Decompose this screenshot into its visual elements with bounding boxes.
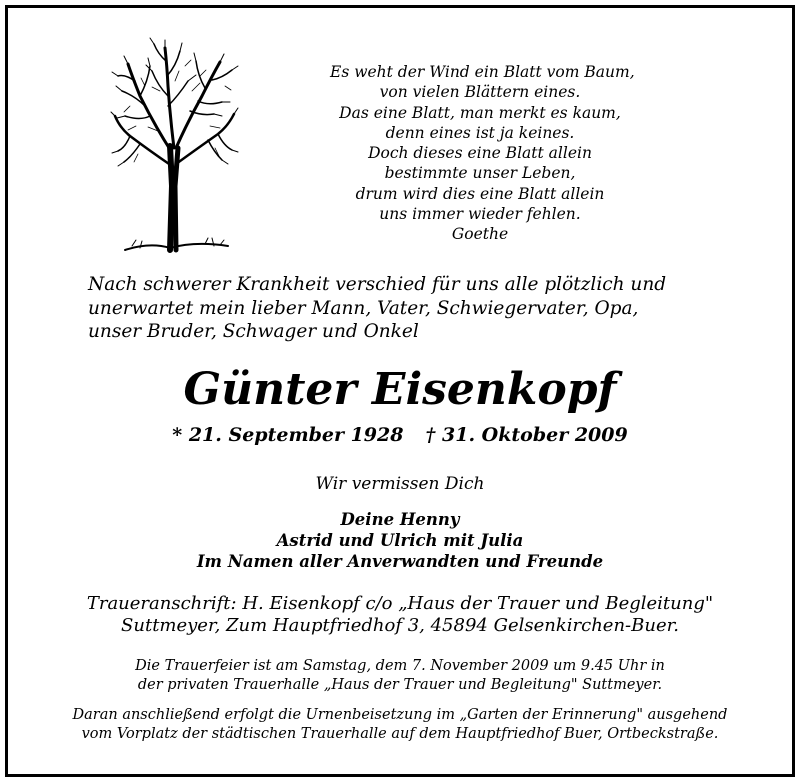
address-line: Suttmeyer, Zum Hauptfriedhof 3, 45894 Gelsenkirchen-Buer. [121,615,679,636]
burial-line: Daran anschließend erfolgt die Urnenbeisetzung im „Garten der Erinnerung" ausgehend [72,707,728,723]
mourner-line: Astrid und Ulrich mit Julia [276,531,524,550]
birth-date: * 21. September 1928 [172,424,404,446]
poem-line: Das eine Blatt, man merkt es kaum, [339,103,621,122]
poem-line: uns immer wieder fehlen. [379,205,581,224]
life-dates [0,424,800,446]
poem-line: bestimmte unser Leben, [384,164,576,183]
poem [330,62,635,245]
mourners [0,509,800,572]
burial-line: vom Vorplatz der städtischen Trauerhalle auf dem Hauptfriedhof Buer, Ortbeckstraße. [81,726,719,742]
poem-author: Goethe [451,225,509,244]
burial-info [0,706,800,744]
intro-text [88,273,688,344]
ceremony-line: der privaten Trauerhalle „Haus der Trauer und Begleitung" Suttmeyer. [137,677,663,693]
poem-line: von vielen Blättern eines. [379,83,581,102]
intro-line: Nach schwerer Krankheit verschied für uns alle plötzlich und [88,274,667,295]
poem-line: Doch dieses eine Blatt allein [368,144,592,163]
poem-line: Es weht der Wind ein Blatt vom Baum, [330,63,635,81]
ceremony-info [0,657,800,695]
intro-line: unerwartet mein lieber Mann, Vater, Schwiegervater, Opa, [88,297,639,319]
intro-line: unser Bruder, Schwager und Onkel [88,321,419,342]
ceremony-line: Die Trauerfeier ist am Samstag, dem 7. November 2009 um 9.45 Uhr in [135,658,665,674]
bare-tree-icon [110,36,240,256]
death-date: † 31. Oktober 2009 [425,424,628,446]
miss-text: Wir vermissen Dich [315,474,485,494]
address-line: Traueranschrift: H. Eisenkopf c/o „Haus der Trauer und Begleitung" [86,593,714,614]
mourner-line: Deine Henny [340,510,460,529]
poem-line: denn eines ist ja keines. [385,123,575,142]
deceased-name: Günter Eisenkopf [183,364,617,415]
mourner-line: Im Namen aller Anverwandten und Freunde [196,552,604,571]
poem-line: drum wird dies eine Blatt allein [355,184,605,203]
mourning-address [0,593,800,637]
